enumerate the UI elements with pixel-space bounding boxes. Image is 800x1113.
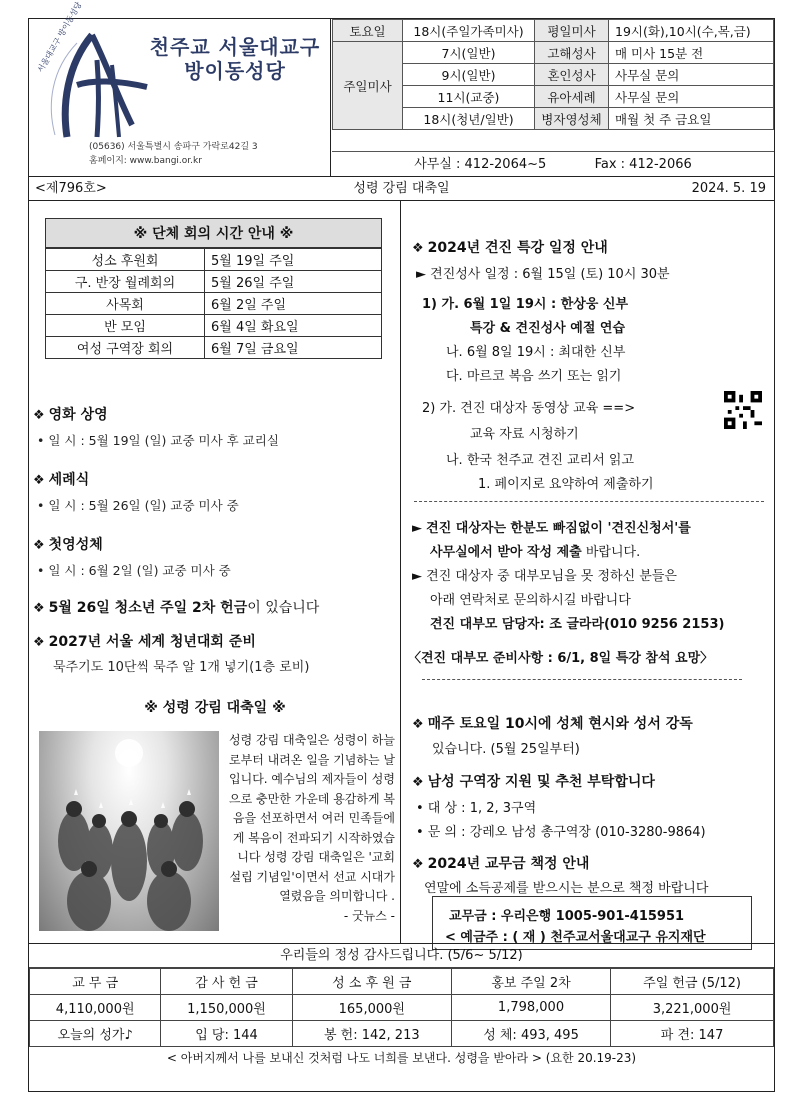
hymn-recessional: 파 견: 147	[611, 1021, 774, 1047]
pentecost-text	[225, 731, 395, 926]
meeting-name: 반 모임	[46, 315, 205, 337]
issue-number: <제796호>	[35, 181, 107, 196]
office-phone: 사무실 : 412-2064~5	[414, 157, 547, 172]
table-row	[30, 995, 774, 1021]
right-column	[402, 201, 774, 943]
youth-title-rest: 이 있습니다	[247, 600, 320, 616]
lecture-item-2b-detail: 1. 페이지로 요약하여 제출하기	[478, 477, 654, 492]
lecture-item-1a-detail: 특강 & 견진성사 예절 연습	[470, 321, 626, 336]
pentecost-illustration	[39, 731, 219, 931]
bank-account: 교무금 : 우리은행 1005-901-415951	[449, 909, 685, 924]
mass-schedule	[332, 19, 774, 177]
hymn-entrance: 입 당: 144	[161, 1021, 292, 1047]
lecture-item-2b: 나. 한국 천주교 견진 교리서 읽고	[446, 453, 635, 468]
lecture-item-1a: 1) 가. 6월 1일 19시 : 한상웅 신부	[422, 297, 629, 312]
leader-heading	[412, 771, 655, 791]
dues-title: 2024년 교무금 책정 안내	[427, 856, 590, 872]
address-text: (05636) 서울특별시 송파구 가락로42길 3	[89, 142, 258, 152]
qr-code-icon[interactable]	[724, 391, 762, 429]
meeting-name: 성소 후원회	[46, 249, 205, 271]
offering-header: 성 소 후 원 금	[292, 969, 451, 995]
confirmation-title: 2024년 견진 특강 일정 안내	[427, 240, 608, 256]
diamond-icon: ❖	[412, 857, 424, 872]
sacrament-label: 유아세례	[535, 86, 609, 108]
meeting-date: 5월 26일 주일	[205, 271, 382, 293]
diamond-icon: ❖	[33, 473, 45, 488]
bulletin-page	[28, 0, 775, 1092]
sacrament-value: 매월 첫 주 금요일	[609, 108, 774, 130]
youth-title-bold: 5월 26일 청소년 주일 2차 헌금	[48, 600, 248, 616]
hymn-label: 오늘의 성가♪	[30, 1021, 161, 1047]
communion-detail: • 일 시 : 6월 2일 (일) 교중 미사 중	[37, 563, 231, 578]
offering-value: 165,000원	[292, 995, 451, 1021]
offering-value: 4,110,000원	[30, 995, 161, 1021]
baptism-heading	[33, 469, 89, 489]
diamond-icon: ❖	[33, 538, 45, 553]
scripture-quote: < 아버지께서 나를 보내신 것처럼 나도 너희를 보낸다. 성령을 받아라 > (요한 20.19-23)	[166, 1051, 637, 1065]
hymn-communion: 성 체: 493, 495	[451, 1021, 610, 1047]
offering-value: 1,798,000	[451, 995, 610, 1021]
table-row	[46, 249, 382, 271]
bank-account-box	[432, 896, 752, 950]
offering-header: 교 무 금	[30, 969, 161, 995]
offering-section	[29, 943, 774, 1091]
sacrament-value: 사무실 문의	[609, 64, 774, 86]
bible-detail: 있습니다. (5월 25일부터)	[432, 742, 580, 757]
baptism-detail: • 일 시 : 5월 26일 (일) 교중 미사 중	[37, 498, 239, 513]
table-row	[46, 337, 382, 359]
parish-title-line1: 천주교 서울대교구	[149, 35, 321, 59]
meeting-date: 5월 19일 주일	[205, 249, 382, 271]
sacrament-value: 매 미사 15분 전	[609, 42, 774, 64]
sunday-mass: 11시(교중)	[403, 86, 535, 108]
note-application-2	[430, 541, 640, 560]
dues-detail: 연말에 소득공제를 받으시는 분으로 책정 바랍니다	[424, 881, 709, 896]
meeting-date: 6월 7일 금요일	[205, 337, 382, 359]
confirmation-date: ► 견진성사 일정 : 6월 15일 (토) 10시 30분	[416, 267, 670, 282]
diamond-icon: ❖	[412, 775, 424, 790]
leader-title: 남성 구역장 지원 및 추천 부탁합니다	[427, 774, 655, 790]
meeting-title: ※ 단체 회의 시간 안내 ※	[45, 218, 382, 248]
office-fax: Fax : 412-2066	[594, 157, 692, 172]
wyd-detail: 묵주기도 10단씩 묵주 알 1개 넣기(1층 로비)	[53, 660, 310, 675]
movie-detail: • 일 시 : 5월 19일 (일) 교중 미사 후 교리실	[37, 433, 279, 448]
bible-title: 매주 토요일 10시에 성체 현시와 성서 강독	[427, 716, 693, 732]
offering-header: 주일 헌금 (5/12)	[611, 969, 774, 995]
logo-area	[29, 0, 331, 177]
weekday-label: 평일미사	[535, 20, 609, 42]
hymn-offertory: 봉 헌: 142, 213	[292, 1021, 451, 1047]
baptism-title: 세례식	[48, 472, 90, 488]
table-row	[30, 969, 774, 995]
saturday-mass: 18시(주일가족미사)	[403, 20, 535, 42]
note-application-bold2: 사무실에서 받아 작성 제출	[430, 545, 582, 560]
lecture-item-1c: 다. 마르코 복음 쓰기 또는 읽기	[446, 369, 622, 384]
table-row	[46, 271, 382, 293]
sunday-mass: 9시(일반)	[403, 64, 535, 86]
lecture-item-2a-detail: 교육 자료 시청하기	[470, 427, 579, 442]
leader-contact: • 문 의 : 강레오 남성 총구역장 (010-3280-9864)	[416, 825, 706, 840]
pentecost-title: ※ 성령 강림 대축일 ※	[144, 700, 286, 716]
address-block	[89, 141, 258, 168]
diamond-icon: ❖	[33, 408, 45, 423]
sacrament-label: 고해성사	[535, 42, 609, 64]
movie-title: 영화 상영	[48, 407, 108, 423]
offering-value: 3,221,000원	[611, 995, 774, 1021]
header	[29, 0, 774, 177]
sacrament-value: 사무실 문의	[609, 86, 774, 108]
wyd-title: 2027년 서울 세계 청년대회 준비	[48, 634, 256, 650]
divider	[414, 501, 764, 502]
meeting-schedule	[45, 218, 382, 359]
note-godparent-2: 아래 연락처로 문의하시길 바랍니다	[430, 593, 631, 608]
sunday-label: 주일미사	[333, 42, 403, 130]
note-application-bold: 견진 대상자는 한분도 빠짐없이 '견진신청서'를	[426, 521, 691, 536]
offering-value: 1,150,000원	[161, 995, 292, 1021]
pentecost-image	[39, 731, 219, 931]
parish-title-line2: 방이동성당	[184, 59, 286, 83]
feast-title: 성령 강림 대축일	[353, 181, 450, 196]
offering-table	[29, 968, 774, 1047]
issue-date: 2024. 5. 19	[691, 181, 766, 196]
saturday-label: 토요일	[333, 20, 403, 42]
note-application-rest: 바랍니다.	[581, 545, 641, 560]
left-column	[29, 201, 401, 943]
youth-heading	[33, 597, 319, 617]
godparent-requirement: 〈견진 대부모 준비사항 : 6/1, 8일 특강 참석 요망〉	[408, 651, 714, 666]
table-row	[46, 293, 382, 315]
movie-heading	[33, 404, 108, 424]
divider	[422, 679, 742, 680]
note-application: ► 견진 대상자는 한분도 빠짐없이 '견진신청서'를	[412, 521, 691, 536]
meeting-date: 6월 4일 화요일	[205, 315, 382, 337]
wyd-heading	[33, 631, 256, 651]
parish-title	[147, 35, 323, 83]
communion-title: 첫영성체	[48, 537, 103, 553]
diamond-icon: ❖	[412, 717, 424, 732]
meeting-name: 구. 반장 월례회의	[46, 271, 205, 293]
logo-side-text: 서울대교구 방이동성당	[35, 0, 84, 75]
bank-holder: < 예금주 : ( 재 ) 천주교서울대교구 유지재단	[445, 930, 706, 945]
pentecost-source: - 굿뉴스 -	[343, 908, 395, 923]
meeting-table	[45, 248, 382, 359]
dues-heading	[412, 853, 589, 873]
title-bar	[29, 177, 774, 201]
homepage-text: 홈페이지: www.bangi.or.kr	[89, 155, 202, 166]
confirmation-heading	[412, 237, 608, 257]
note-godparent: ► 견진 대상자 중 대부모님을 못 정하신 분들은	[412, 569, 677, 584]
godparent-contact: 견진 대부모 담당자: 조 글라라(010 9256 2153)	[430, 617, 725, 632]
meeting-name: 여성 구역장 회의	[46, 337, 205, 359]
leader-target: • 대 상 : 1, 2, 3구역	[416, 801, 537, 816]
diamond-icon: ❖	[412, 241, 424, 256]
offering-header: 홍보 주일 2차	[451, 969, 610, 995]
office-contact	[332, 151, 774, 177]
thanks-title: 우리들의 정성 감사드립니다. (5/6~ 5/12)	[29, 944, 774, 968]
lecture-item-1b: 나. 6월 8일 19시 : 최대한 신부	[446, 345, 626, 360]
lecture-item-2a: 2) 가. 견진 대상자 동영상 교육 ==>	[422, 401, 636, 416]
diamond-icon: ❖	[33, 635, 45, 650]
offering-header: 감 사 헌 금	[161, 969, 292, 995]
table-row	[30, 1021, 774, 1047]
diamond-icon: ❖	[33, 601, 45, 616]
sunday-mass: 18시(청년/일반)	[403, 108, 535, 130]
sunday-mass: 7시(일반)	[403, 42, 535, 64]
sacrament-label: 병자영성체	[535, 108, 609, 130]
meeting-date: 6월 2일 주일	[205, 293, 382, 315]
schedule-table	[332, 19, 774, 130]
weekday-value: 19시(화),10시(수,목,금)	[609, 20, 774, 42]
bible-heading	[412, 713, 693, 733]
sacrament-label: 혼인성사	[535, 64, 609, 86]
meeting-name: 사목회	[46, 293, 205, 315]
communion-heading	[33, 534, 103, 554]
pentecost-body: 성령 강림 대축일은 성령이 하늘로부터 내려온 일을 기념하는 날입니다. 예수님의 제자들이 성령으로 충만한 가운데 용감하게 복음을 선포하면서 여러 민족들에게 복음이 전파되기 시작하였습니다 성령 강림 대축일은 '교회 설립 기념일'이면서 선교 시대가 열렸음을 의미합니다 .	[229, 733, 395, 903]
table-row	[46, 315, 382, 337]
